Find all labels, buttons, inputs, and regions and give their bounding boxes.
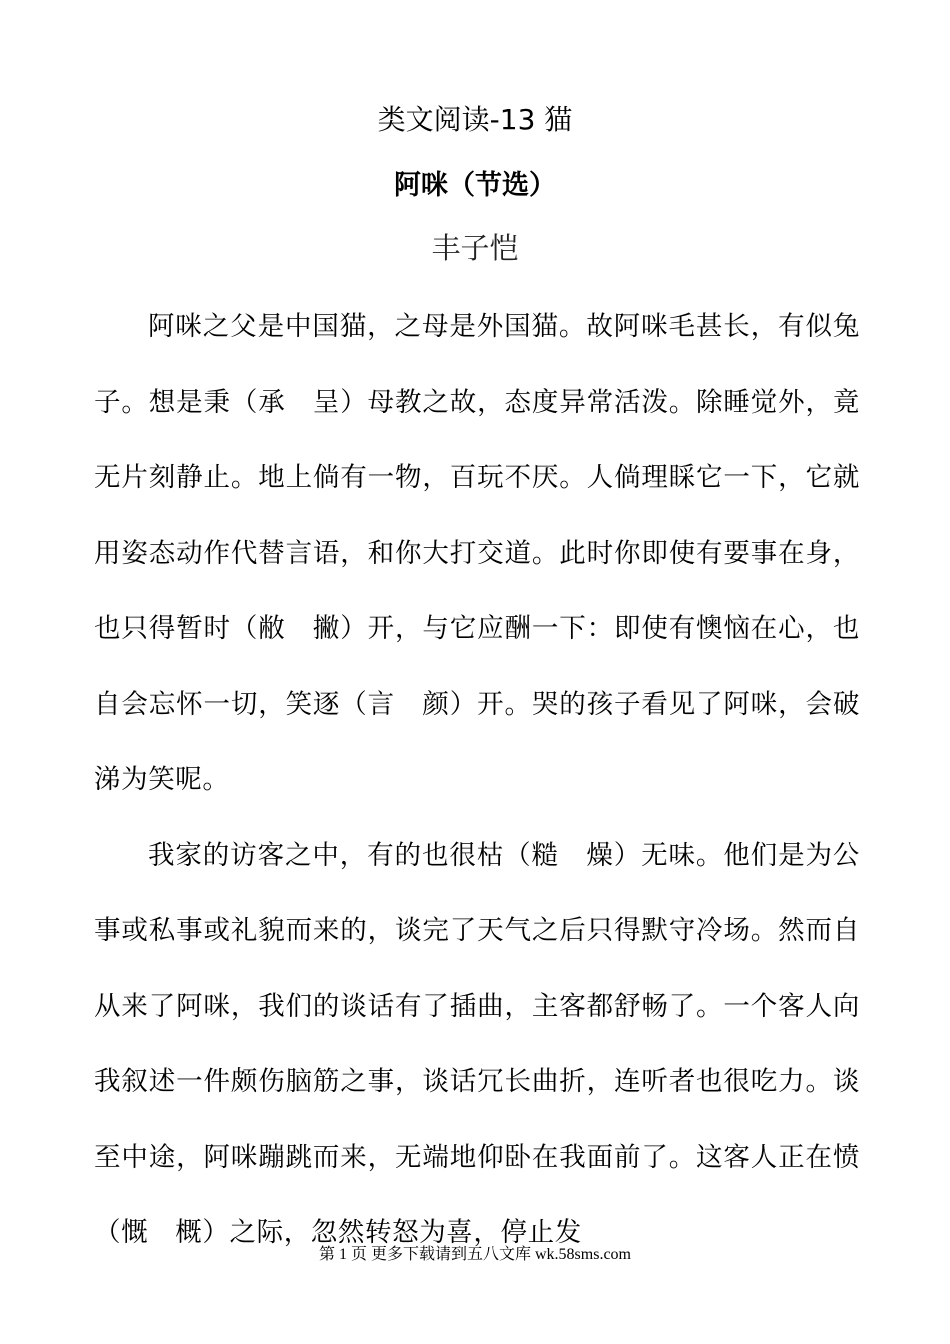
article-body — [94, 289, 860, 1271]
page-title: 类文阅读-13 猫 — [377, 103, 573, 136]
article-subtitle: 阿咪（节选） — [394, 170, 556, 201]
page-footer: 第 1 页 更多下载请到五八文库 wk.58sms.com — [318, 1246, 631, 1263]
paragraph-1: 阿咪之父是中国猫，之母是外国猫。故阿咪毛甚长，有似兔子。想是秉（承 呈）母教之故，态度异常活泼。除睡觉外，竟无片刻静止。地上倘有一物，百玩不厌。人倘理睬它一下，它就用姿态动作代替言语，和你大打交道。此时你即使有要事在身，也只得暂时（敝 撇）开，与它应酬一下：即使有懊恼在心，也自会忘怀一切，笑逐（言 颜）开。哭的孩子看见了阿咪，会破涕为笑呢。 — [94, 311, 860, 795]
author-name: 丰子恺 — [431, 231, 519, 265]
paragraph-2: 我家的访客之中，有的也很枯（糙 燥）无味。他们是为公事或私事或礼貌而来的，谈完了天气之后只得默守冷场。然而自从来了阿咪，我们的谈话有了插曲，主客都舒畅了。一个客人向我叙述一件颇伤脑筋之事，谈话冗长曲折，连听者也很吃力。谈至中途，阿咪蹦跳而来，无端地仰卧在我面前了。这客人正在愤（慨 概）之际，忽然转怒为喜，停止发 — [94, 839, 860, 1248]
